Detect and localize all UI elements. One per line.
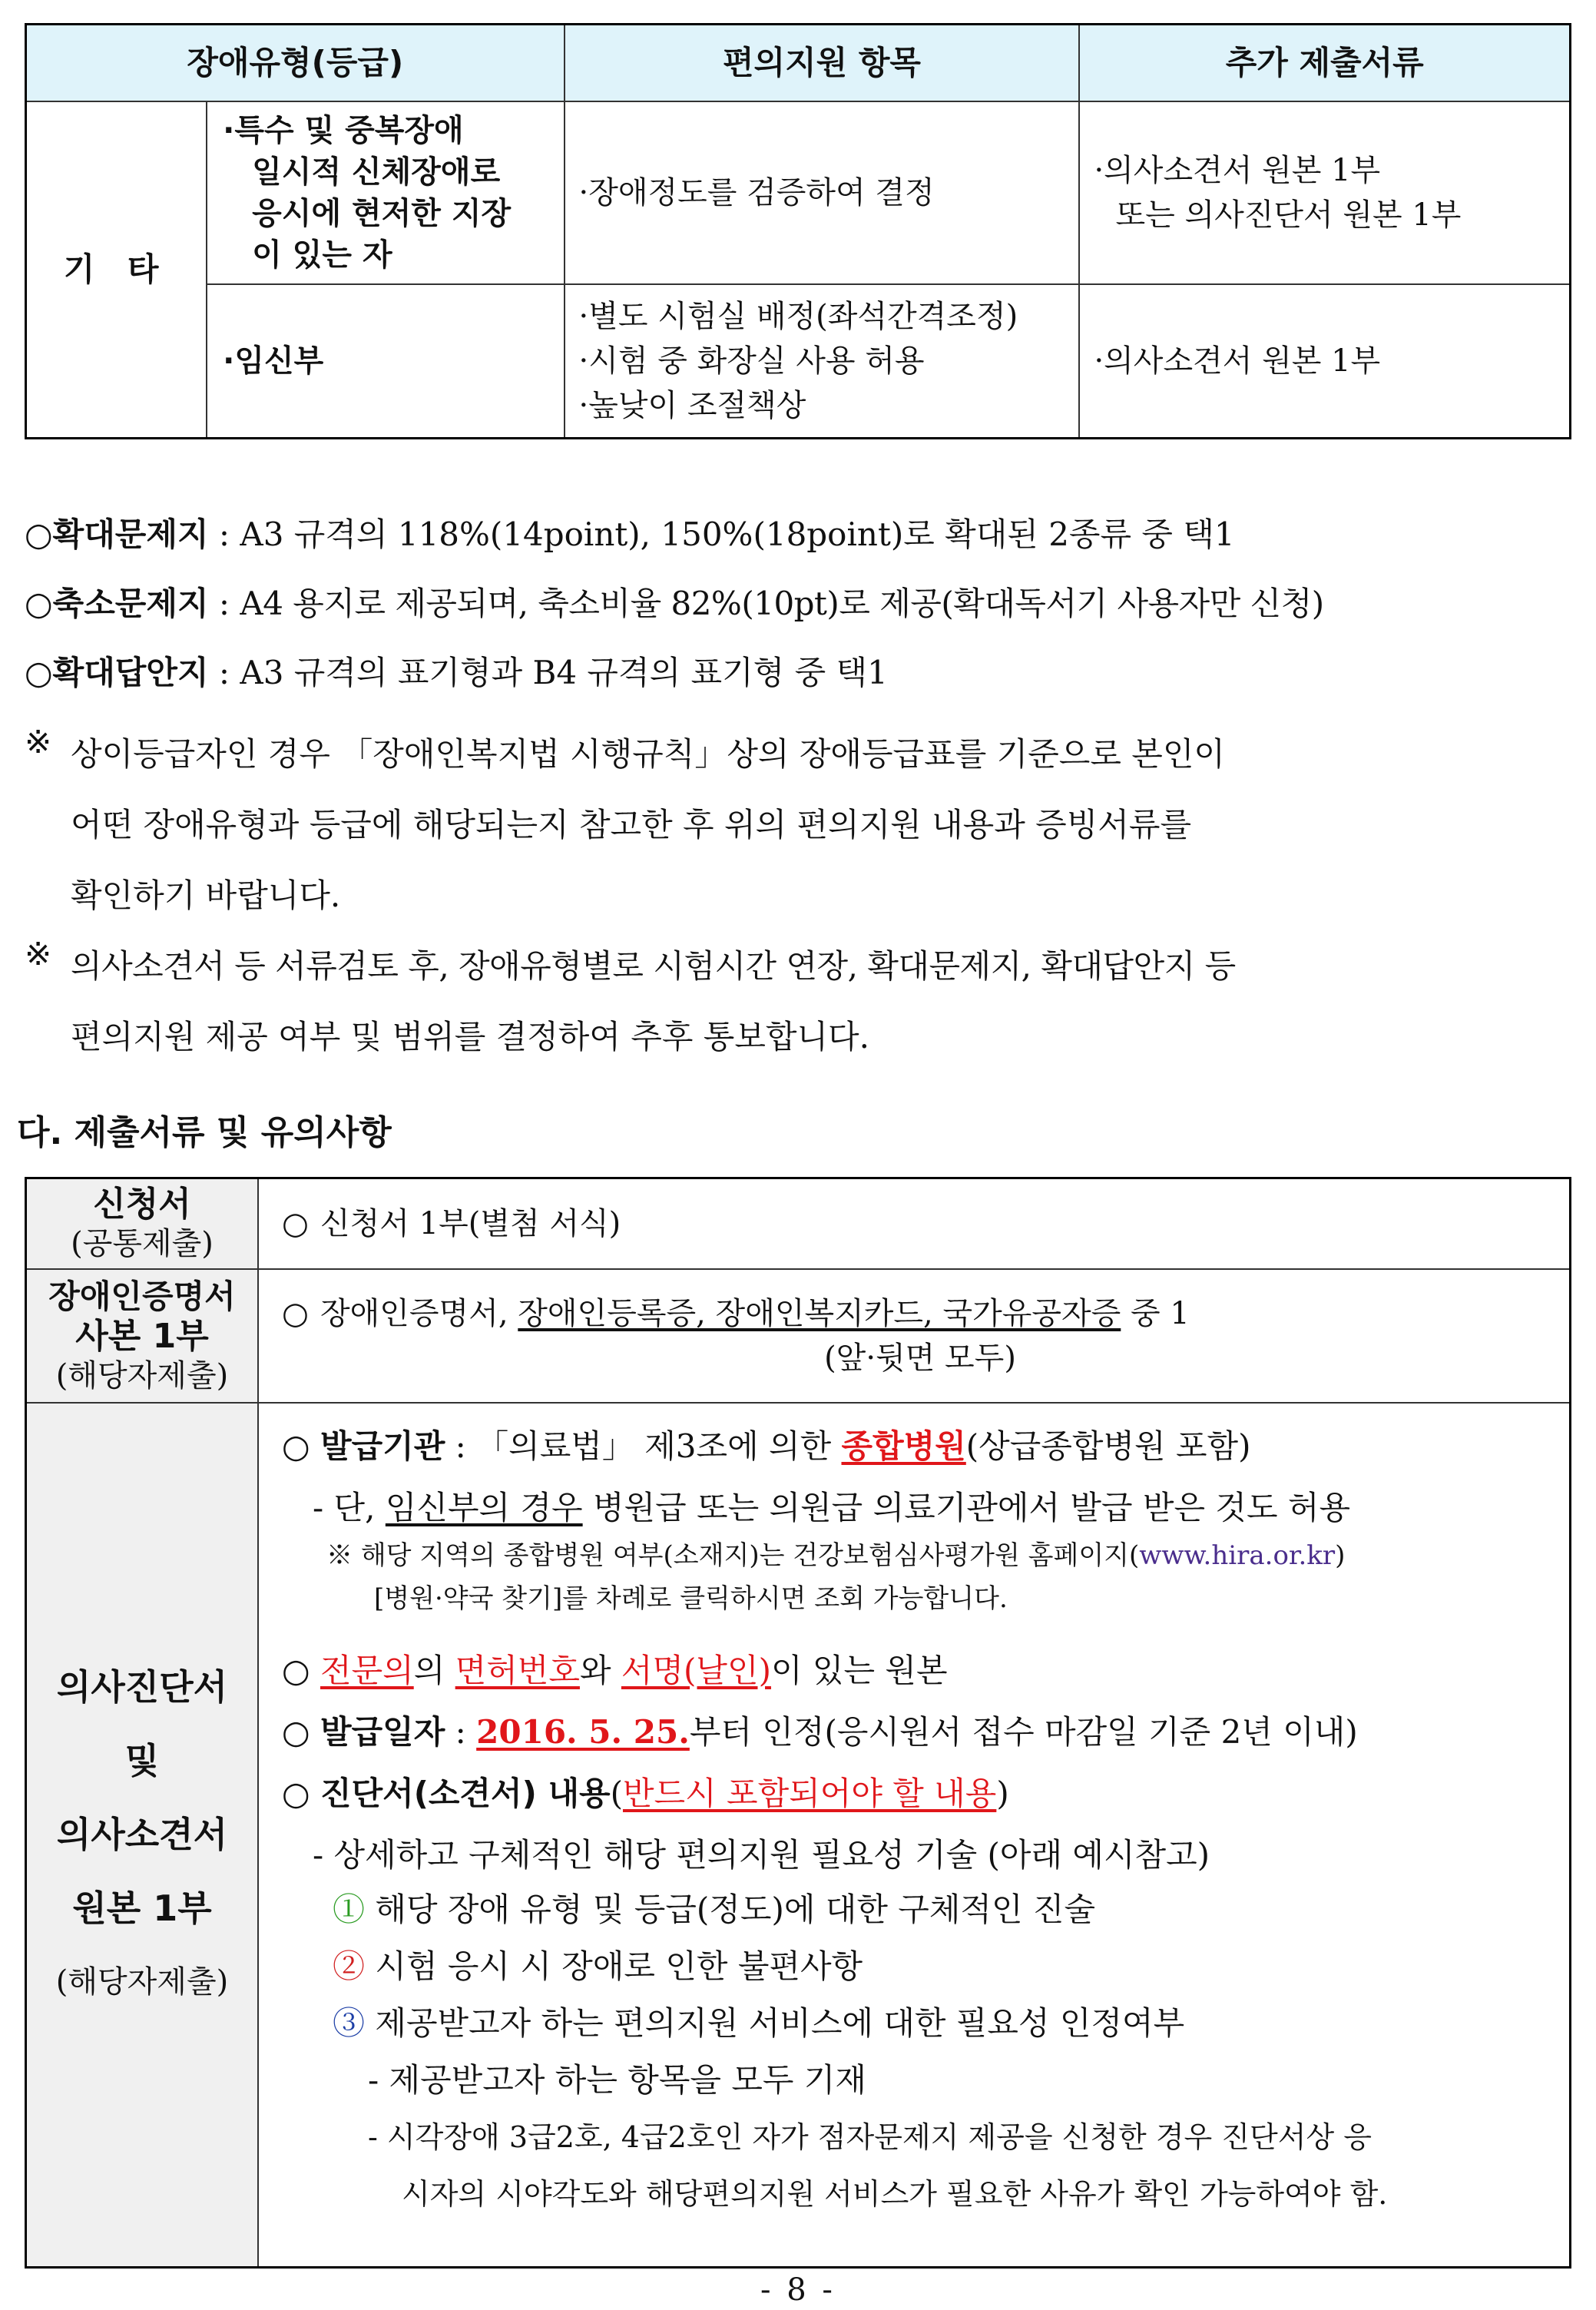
medical-certificate-content: [258, 1403, 1571, 2268]
application-content: [258, 1178, 1571, 1269]
note-veterans: [25, 719, 1576, 931]
date-title: 발급일자: [320, 1712, 445, 1751]
content-text: 시자의 시야각도와 해당편의지원 서비스가 필요한 사유가 확인 가능하여야 함.: [402, 2176, 1388, 2211]
row-head-medical-certificate: [26, 1403, 259, 2268]
number-2-icon: ②: [333, 1947, 366, 1985]
content-text: - 단,: [313, 1488, 386, 1526]
row-head-title: 신청서: [93, 1184, 191, 1224]
documents-cell: [1079, 101, 1570, 284]
page-number: - 8 -: [760, 2272, 836, 2308]
content-text: 시험 응시 시 장애로 인한 불편사항: [365, 1947, 863, 1985]
note-line: 상이등급자인 경우 「장애인복지법 시행규칙」상의 장애등급표를 기준으로 본인이: [71, 735, 1225, 773]
content-text: - 시각장애 3급2호, 4급2호인 자가 점자문제지 제공을 신청한 경우 진단서상 응: [368, 2119, 1372, 2154]
header-disability-type: 장애유형(등급): [26, 25, 565, 102]
row-head-title: 장애인증명서: [48, 1277, 236, 1315]
sub-line: 일시적 신체장애로: [252, 154, 501, 190]
row-head-sub: (공통제출): [71, 1225, 214, 1261]
content-text: 해당 장애 유형 및 등급(정도)에 대한 구체적인 진술: [365, 1890, 1096, 1928]
row-head-title: 및: [124, 1740, 160, 1782]
reference-mark: ※: [326, 1539, 353, 1571]
circle-bullet: ○: [282, 1712, 310, 1751]
row-head-title: 의사소견서: [56, 1814, 228, 1856]
section-title: 다. 제출서류 및 유의사항: [17, 1113, 392, 1152]
content-text: 장애인증명서,: [320, 1295, 518, 1331]
row-head-disability-certificate: [26, 1269, 259, 1403]
reference-note: [282, 1534, 1558, 1620]
table-header-row: [26, 25, 1571, 102]
bullet-sep: :: [208, 585, 240, 622]
content-text: 병원급 또는 의원급 의료기관에서 발급 받은 것도 허용: [582, 1488, 1351, 1526]
number-3-icon: ③: [333, 2003, 366, 2042]
number-1-icon: ①: [333, 1890, 366, 1928]
row-head-sub: (해당자제출): [55, 1357, 229, 1394]
emphasis-text: 2016. 5. 25.: [476, 1712, 690, 1751]
circle-bullet: ○: [25, 515, 53, 553]
circle-bullet: ○: [25, 585, 53, 622]
underlined-text: 임신부의 경우: [385, 1488, 583, 1526]
emphasis-text: 면허번호: [455, 1651, 580, 1689]
doc-line: 또는 의사진단서 원본 1부: [1115, 197, 1462, 233]
disability-certificate-content: [258, 1269, 1571, 1403]
support-line: ·별도 시험실 배정(좌석간격조정): [578, 298, 1018, 334]
row-head-title: 의사진단서: [56, 1666, 228, 1708]
row-head-application: [26, 1178, 259, 1269]
content-text: - 제공받고자 하는 항목을 모두 기재: [368, 2060, 866, 2099]
submission-documents-table: [25, 1177, 1571, 2269]
bullet-list: [25, 512, 1576, 719]
note-line: 어떤 장애유형과 등급에 해당되는지 참고한 후 위의 편의지원 내용과 증빙서류를: [71, 806, 1192, 843]
bullet-text: A3 규격의 118%(14point), 150%(18point)로 확대된 2종류 중 택1: [240, 515, 1235, 553]
content-text: 신청서 1부(별첨 서식): [320, 1205, 621, 1241]
table-row: [26, 1178, 1571, 1269]
support-cell: [565, 284, 1080, 438]
subcategory-pregnant: [207, 284, 564, 438]
issuer-title: 발급기관: [320, 1427, 445, 1465]
bullet-sep: :: [208, 654, 240, 691]
doc-line: ·의사소견서 원본 1부: [1094, 343, 1381, 379]
content-text: 부터 인정(응시원서 접수 마감일 기준 2년 이내): [689, 1712, 1358, 1751]
support-line: ·장애정도를 검증하여 결정: [578, 175, 935, 210]
sub-line: ·특수 및 중복장애: [223, 113, 464, 148]
issuer-block: [282, 1416, 1558, 1539]
content-text: : 「의료법」 제3조에 의한: [445, 1427, 842, 1465]
sub-line: ·임신부: [223, 343, 324, 379]
header-support-items: 편의지원 항목: [565, 25, 1080, 102]
content-text: [병원·약국 찾기]를 차례로 클릭하시면 조회 가능합니다.: [374, 1583, 1008, 1614]
underlined-text: 장애인등록증, 장애인복지카드, 국가유공자증: [518, 1295, 1121, 1331]
table-row: [26, 1403, 1571, 2268]
detail-items: [282, 1881, 1558, 2222]
row-head-sub: (해당자제출): [55, 1964, 229, 2000]
original-block: [282, 1640, 1558, 1886]
detail-intro: - 상세하고 구체적인 해당 편의지원 필요성 기술 (아래 예시참고): [313, 1835, 1210, 1874]
hira-website-link[interactable]: www.hira.or.kr: [1139, 1539, 1336, 1571]
table-row: [26, 1269, 1571, 1403]
bullet-reduced-question: [25, 581, 1576, 650]
content-text: 와: [579, 1651, 621, 1689]
bullet-enlarged-question: [25, 512, 1576, 581]
circle-bullet: ○: [25, 654, 53, 691]
content-text: 의: [413, 1651, 455, 1689]
circle-bullet: ○: [282, 1295, 309, 1331]
disability-support-table: [25, 23, 1571, 439]
table-row: [26, 101, 1571, 284]
row-head-title: 원본 1부: [72, 1887, 212, 1930]
content-text: 해당 지역의 종합병원 여부(소재지)는 건강보험심사평가원 홈페이지(: [360, 1539, 1140, 1571]
circle-bullet: ○: [282, 1774, 310, 1812]
emphasis-text: 반드시 포함되어야 할 내용: [622, 1774, 997, 1812]
reference-mark: ※: [25, 935, 52, 973]
circle-bullet: ○: [282, 1205, 309, 1241]
content-title: 진단서(소견서) 내용: [320, 1774, 611, 1812]
circle-bullet: ○: [282, 1651, 310, 1689]
content-text: (상급종합병원 포함): [965, 1427, 1251, 1465]
note-line: 의사소견서 등 서류검토 후, 장애유형별로 시험시간 연장, 확대문제지, 확대답안지 등: [71, 947, 1236, 985]
bullet-sep: :: [208, 515, 240, 553]
content-text: 중 1: [1121, 1295, 1190, 1331]
documents-cell: [1079, 284, 1570, 438]
doc-line: ·의사소견서 원본 1부: [1094, 153, 1381, 188]
header-extra-documents: 추가 제출서류: [1079, 25, 1570, 102]
content-line2: (앞·뒷면 모두): [824, 1340, 1016, 1376]
notes: [25, 719, 1576, 1072]
circle-bullet: ○: [282, 1427, 310, 1465]
note-line: 편의지원 제공 여부 및 범위를 결정하여 추후 통보합니다.: [71, 1018, 869, 1056]
row-head-title: 사본 1부: [75, 1316, 209, 1356]
emphasis-text: 종합병원: [841, 1427, 966, 1465]
category-other: 기 타: [26, 101, 207, 438]
support-line: ·높낮이 조절책상: [578, 387, 806, 423]
content-text: 이 있는 원본: [770, 1651, 948, 1689]
sub-line: 응시에 현저한 지장: [252, 196, 512, 231]
bullet-text: A4 용지로 제공되며, 축소비율 82%(10pt)로 제공(확대독서기 사용자만 신청): [240, 585, 1324, 622]
support-line: ·시험 중 화장실 사용 허용: [578, 343, 925, 379]
content-text: :: [445, 1712, 477, 1751]
content-text: ): [1335, 1539, 1346, 1571]
content-text: ): [996, 1774, 1009, 1812]
content-text: (: [610, 1774, 623, 1812]
subcategory-special-disability: [207, 101, 564, 284]
bullet-text: A3 규격의 표기형과 B4 규격의 표기형 중 택1: [240, 654, 888, 691]
bullet-enlarged-answer: [25, 650, 1576, 719]
bullet-title: 축소문제지: [52, 585, 209, 622]
support-cell: [565, 101, 1080, 284]
emphasis-text: 서명(날인): [621, 1651, 771, 1689]
reference-mark: ※: [25, 723, 52, 761]
table-row: [26, 284, 1571, 438]
bullet-title: 확대답안지: [52, 654, 209, 691]
note-review: [25, 931, 1576, 1072]
note-line: 확인하기 바랍니다.: [71, 877, 341, 914]
sub-line: 이 있는 자: [252, 237, 392, 273]
emphasis-text: 전문의: [320, 1651, 414, 1689]
bullet-title: 확대문제지: [52, 515, 209, 553]
content-text: 제공받고자 하는 편의지원 서비스에 대한 필요성 인정여부: [365, 2003, 1185, 2042]
